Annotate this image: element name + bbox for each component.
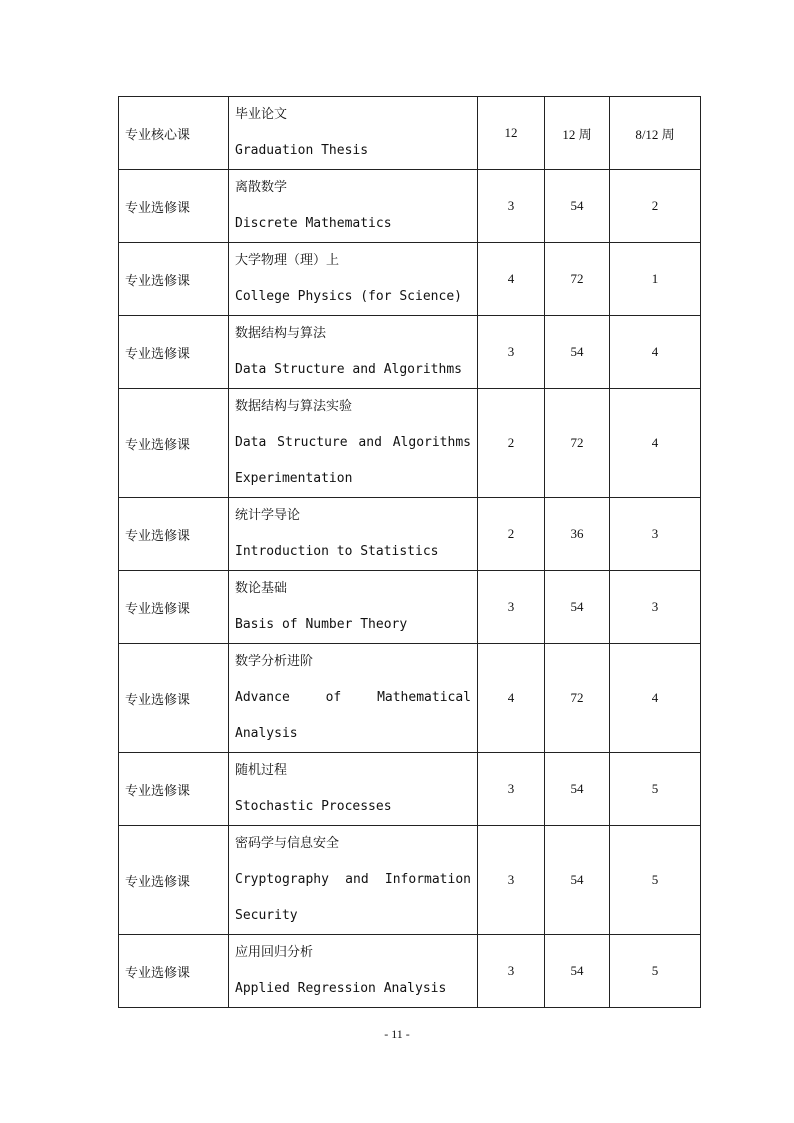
table-row xyxy=(119,316,701,389)
course-name xyxy=(229,571,478,644)
course-credits: 4 xyxy=(478,644,545,753)
course-credits: 3 xyxy=(478,935,545,1008)
course-name xyxy=(229,316,478,389)
course-category: 专业选修课 xyxy=(119,571,229,644)
course-hours: 72 xyxy=(545,644,610,753)
course-category: 专业核心课 xyxy=(119,97,229,170)
course-hours: 54 xyxy=(545,316,610,389)
table-row xyxy=(119,389,701,498)
course-name xyxy=(229,935,478,1008)
course-name xyxy=(229,644,478,753)
course-hours: 72 xyxy=(545,389,610,498)
course-name-chinese: 数据结构与算法实验 xyxy=(235,399,353,414)
course-credits: 3 xyxy=(478,571,545,644)
course-name-english: Discrete Mathematics xyxy=(235,216,392,231)
course-name xyxy=(229,389,478,498)
table-row xyxy=(119,170,701,243)
course-semester: 2 xyxy=(610,170,701,243)
course-hours: 54 xyxy=(545,753,610,826)
course-name xyxy=(229,97,478,170)
course-name-english: Security xyxy=(235,908,298,923)
course-hours: 54 xyxy=(545,170,610,243)
course-category: 专业选修课 xyxy=(119,644,229,753)
course-credits: 3 xyxy=(478,316,545,389)
course-category: 专业选修课 xyxy=(119,498,229,571)
course-hours: 54 xyxy=(545,826,610,935)
course-hours: 36 xyxy=(545,498,610,571)
course-semester: 3 xyxy=(610,498,701,571)
course-name-english: Basis of Number Theory xyxy=(235,617,408,632)
course-semester: 5 xyxy=(610,935,701,1008)
course-hours: 72 xyxy=(545,243,610,316)
course-hours: 12 周 xyxy=(545,97,610,170)
course-name-english: College Physics (for Science) xyxy=(235,289,462,304)
course-name-english: Introduction to Statistics xyxy=(235,544,439,559)
table-row xyxy=(119,644,701,753)
course-name-chinese: 随机过程 xyxy=(235,763,288,778)
course-semester: 4 xyxy=(610,316,701,389)
course-semester: 1 xyxy=(610,243,701,316)
course-name-english: Graduation Thesis xyxy=(235,143,369,158)
course-category: 专业选修课 xyxy=(119,753,229,826)
course-name-english: Data Structure and Algorithms xyxy=(235,435,471,450)
course-semester: 8/12 周 xyxy=(610,97,701,170)
course-table-body xyxy=(119,97,701,1008)
course-name-chinese: 离散数学 xyxy=(235,180,288,195)
course-semester: 3 xyxy=(610,571,701,644)
course-name-chinese: 数学分析进阶 xyxy=(235,654,314,669)
course-credits: 3 xyxy=(478,170,545,243)
table-row xyxy=(119,498,701,571)
table-row xyxy=(119,935,701,1008)
course-semester: 4 xyxy=(610,644,701,753)
course-table xyxy=(118,96,701,1008)
course-semester: 5 xyxy=(610,826,701,935)
course-semester: 4 xyxy=(610,389,701,498)
course-name-chinese: 密码学与信息安全 xyxy=(235,836,340,851)
course-category: 专业选修课 xyxy=(119,243,229,316)
course-category: 专业选修课 xyxy=(119,389,229,498)
course-name xyxy=(229,243,478,316)
course-hours: 54 xyxy=(545,935,610,1008)
course-name-english: Stochastic Processes xyxy=(235,799,392,814)
course-name-chinese: 数论基础 xyxy=(235,581,288,596)
course-credits: 4 xyxy=(478,243,545,316)
course-category: 专业选修课 xyxy=(119,935,229,1008)
course-name-chinese: 毕业论文 xyxy=(235,107,288,122)
course-name-english: Analysis xyxy=(235,726,298,741)
course-name-english: Data Structure and Algorithms xyxy=(235,362,462,377)
course-credits: 3 xyxy=(478,826,545,935)
table-row xyxy=(119,97,701,170)
course-name-chinese: 应用回归分析 xyxy=(235,945,314,960)
course-name-english: Cryptography and Information xyxy=(235,872,471,887)
course-category: 专业选修课 xyxy=(119,170,229,243)
table-row xyxy=(119,571,701,644)
course-category: 专业选修课 xyxy=(119,826,229,935)
course-credits: 2 xyxy=(478,389,545,498)
course-name-chinese: 统计学导论 xyxy=(235,508,301,523)
course-name xyxy=(229,826,478,935)
table-row xyxy=(119,826,701,935)
course-name-english: Advance of Mathematical xyxy=(235,690,471,705)
course-name xyxy=(229,498,478,571)
page-number: - 11 - xyxy=(384,1027,410,1041)
course-name-english: Experimentation xyxy=(235,471,353,486)
table-row xyxy=(119,753,701,826)
course-credits: 2 xyxy=(478,498,545,571)
course-name xyxy=(229,753,478,826)
course-credits: 3 xyxy=(478,753,545,826)
course-credits: 12 xyxy=(478,97,545,170)
course-name-chinese: 大学物理（理）上 xyxy=(235,253,340,268)
course-semester: 5 xyxy=(610,753,701,826)
course-name-chinese: 数据结构与算法 xyxy=(235,326,327,341)
course-name xyxy=(229,170,478,243)
course-name-english: Applied Regression Analysis xyxy=(235,981,447,996)
course-hours: 54 xyxy=(545,571,610,644)
course-category: 专业选修课 xyxy=(119,316,229,389)
table-row xyxy=(119,243,701,316)
